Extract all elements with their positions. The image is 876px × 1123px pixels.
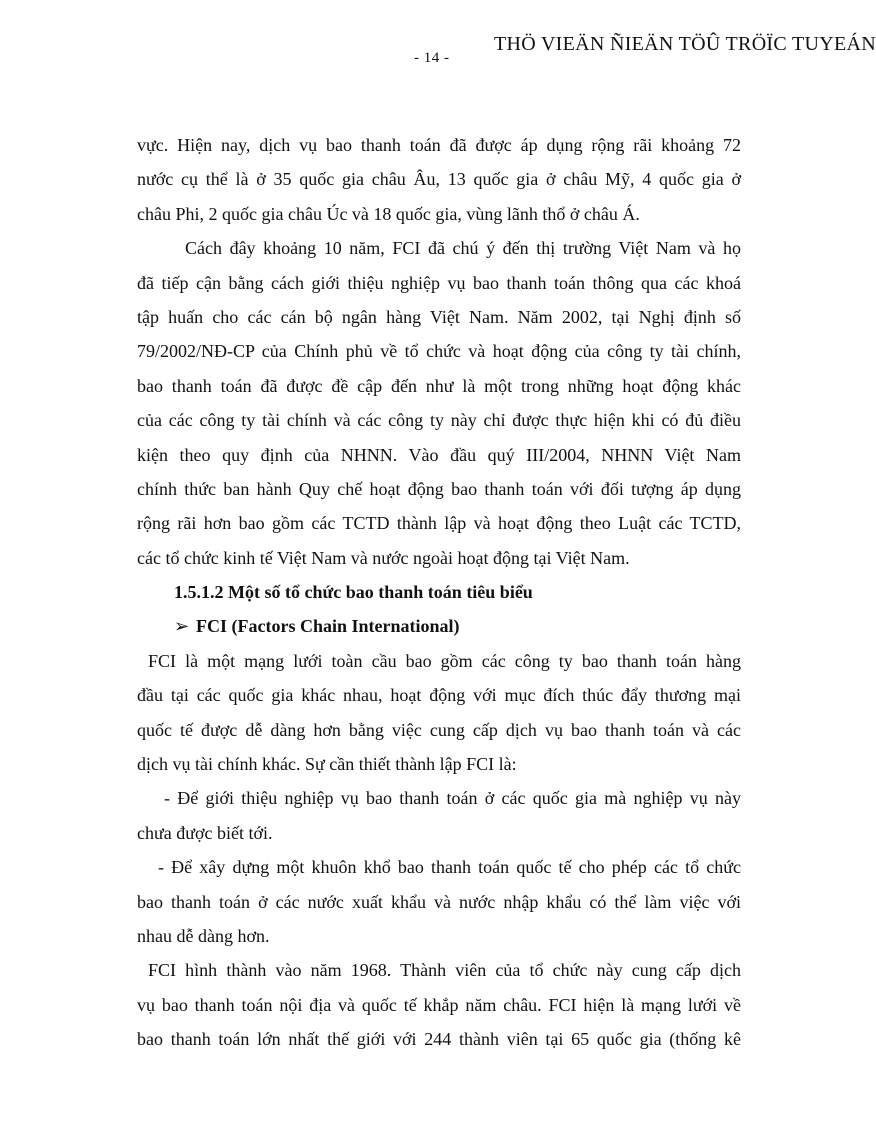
bullet-heading: [137, 609, 741, 643]
text-line: các tổ chức kinh tế Việt Nam và nước ngoài hoạt động tại Việt Nam.: [137, 547, 630, 568]
text-line: đầu tại các quốc gia khác nhau, hoạt động với mục đích thúc đẩy thương mại: [137, 685, 741, 706]
text-line: FCI là một mạng lưới toàn cầu bao gồm các công ty bao thanh toán hàng: [148, 650, 741, 671]
section-heading: 1.5.1.2 Một số tổ chức bao thanh toán tiêu biểu: [174, 582, 533, 603]
text-line: bao thanh toán ở các nước xuất khẩu và nước nhập khẩu có thể làm việc với: [137, 891, 741, 912]
text-line: 79/2002/NĐ-CP của Chính phủ về tổ chức và hoạt động của công ty tài chính,: [137, 341, 741, 362]
text-line: kiện theo quy định của NHNN. Vào đầu quý III/2004, NHNN Việt Nam: [137, 444, 741, 465]
text-line: chính thức ban hành Quy chế hoạt động bao thanh toán với đối tượng áp dụng: [137, 478, 741, 499]
text-line: đã tiếp cận bằng cách giới thiệu nghiệp vụ bao thanh toán thông qua các khoá: [137, 272, 741, 293]
arrowhead-bullet-icon: ➢: [174, 616, 190, 637]
text-line: vực. Hiện nay, dịch vụ bao thanh toán đã được áp dụng rộng rãi khoảng 72: [137, 135, 741, 155]
text-line: quốc tế được dễ dàng hơn bằng việc cung cấp dịch vụ bao thanh toán và các: [137, 719, 741, 740]
page-number: - 14 -: [414, 50, 450, 66]
list-item: - Để giới thiệu nghiệp vụ bao thanh toán ở các quốc gia mà nghiệp vụ này: [164, 788, 741, 809]
document-body: [137, 128, 741, 1057]
text-line: tập huấn cho các cán bộ ngân hàng Việt Nam. Năm 2002, tại Nghị định số: [137, 306, 741, 327]
bullet-heading-text: FCI (Factors Chain International): [196, 616, 460, 637]
text-line: chưa được biết tới.: [137, 822, 273, 843]
text-line: nước cụ thể là ở 35 quốc gia châu Âu, 13 quốc gia ở châu Mỹ, 4 quốc gia ở: [137, 169, 741, 190]
text-line: châu Phi, 2 quốc gia châu Úc và 18 quốc gia, vùng lãnh thổ ở châu Á.: [137, 203, 640, 224]
text-line: bao thanh toán lớn nhất thế giới với 244 thành viên tại 65 quốc gia (thống kê: [137, 1029, 741, 1050]
text-line: vụ bao thanh toán nội địa và quốc tế khắp năm châu. FCI hiện là mạng lưới về: [137, 994, 741, 1015]
site-title: THÖ VIEÄN ÑIEÄN TÖÛ TRÖÏC TUYEÁN: [494, 33, 876, 55]
list-item: - Để xây dựng một khuôn khổ bao thanh toán quốc tế cho phép các tổ chức: [158, 857, 741, 878]
text-line: rộng rãi hơn bao gồm các TCTD thành lập và hoạt động theo Luật các TCTD,: [137, 513, 741, 534]
text-line: bao thanh toán đã được đề cập đến như là một trong những hoạt động khác: [137, 375, 741, 396]
text-line: của các công ty tài chính và các công ty này chỉ được thực hiện khi có đủ điều: [137, 410, 741, 431]
text-line: FCI hình thành vào năm 1968. Thành viên của tổ chức này cung cấp dịch: [148, 960, 741, 981]
text-line: Cách đây khoảng 10 năm, FCI đã chú ý đến thị trường Việt Nam và họ: [185, 238, 741, 259]
text-line: dịch vụ tài chính khác. Sự cần thiết thành lập FCI là:: [137, 754, 517, 775]
text-line: nhau dễ dàng hơn.: [137, 925, 270, 946]
